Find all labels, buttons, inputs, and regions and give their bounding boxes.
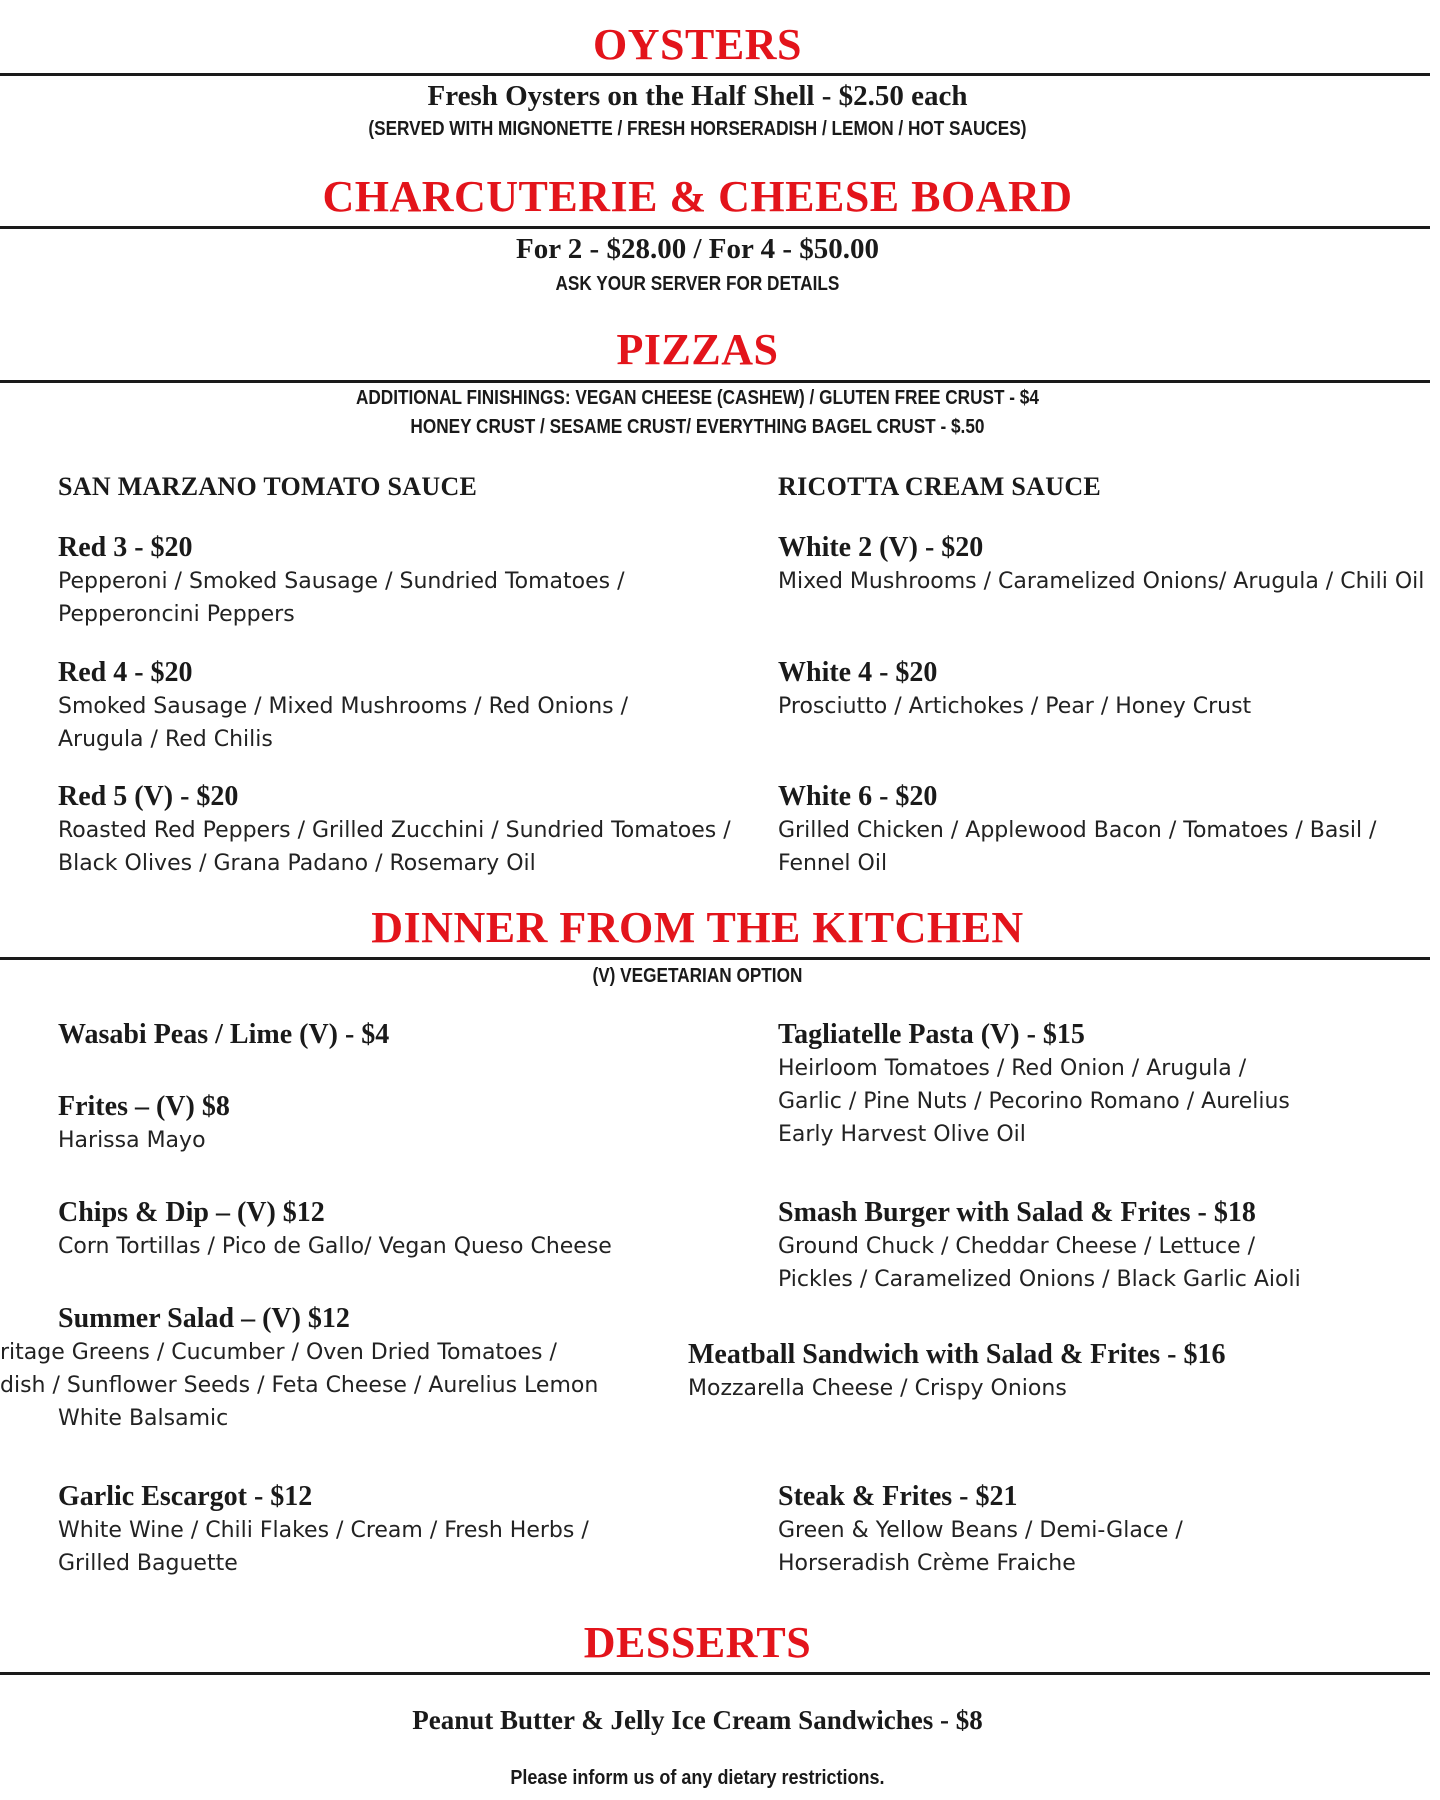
dinner-item bbox=[778, 1196, 1440, 1296]
desc-line: Pepperoni / Smoked Sausage / Sundried Tomatoes / bbox=[58, 569, 625, 594]
desc-line: Grilled Chicken / Applewood Bacon / Tomatoes / Basil / bbox=[778, 818, 1377, 843]
desc-line: Early Harvest Olive Oil bbox=[778, 1122, 1026, 1147]
pizza-name: Red 4 - $20 bbox=[58, 657, 193, 688]
dish-name: Tagliatelle Pasta (V) - $15 bbox=[778, 1019, 1085, 1050]
pizza-name: Red 3 - $20 bbox=[58, 532, 193, 563]
dish-name: Chips & Dip – (V) $12 bbox=[58, 1197, 325, 1228]
desc-line: Pickles / Caramelized Onions / Black Garlic Aioli bbox=[778, 1267, 1301, 1292]
dessert-item: Peanut Butter & Jelly Ice Cream Sandwiches - $8 bbox=[412, 1705, 983, 1735]
dish-description bbox=[778, 1052, 1440, 1151]
pizzas-finishings: ADDITIONAL FINISHINGS: VEGAN CHEESE (CASHEW) / GLUTEN FREE CRUST - $4 bbox=[355, 387, 1039, 409]
pizza-item bbox=[778, 780, 1440, 880]
pizza-description bbox=[778, 565, 1440, 598]
desc-line: Black Olives / Grana Padano / Rosemary Oil bbox=[58, 851, 536, 876]
vegetarian-note: (V) VEGETARIAN OPTION bbox=[592, 965, 803, 987]
oysters-title: OYSTERS bbox=[593, 20, 802, 69]
dish-name: Meatball Sandwich with Salad & Frites - $16 bbox=[688, 1339, 1226, 1370]
ricotta-sauce-header: RICOTTA CREAM SAUCE bbox=[778, 472, 1102, 501]
pizza-item bbox=[58, 780, 758, 880]
desc-line: White Wine / Chili Flakes / Cream / Fresh Herbs / bbox=[58, 1518, 589, 1543]
desc-line: Grilled Baguette bbox=[58, 1551, 238, 1576]
charcuterie-title: CHARCUTERIE & CHEESE BOARD bbox=[322, 172, 1073, 221]
pizza-description bbox=[778, 814, 1440, 880]
dish-description bbox=[688, 1372, 1388, 1405]
dish-name: Smash Burger with Salad & Frites - $18 bbox=[778, 1197, 1256, 1228]
section-divider bbox=[0, 226, 1430, 229]
desc-line: Harissa Mayo bbox=[58, 1128, 206, 1153]
desc-line: Arugula / Red Chilis bbox=[58, 727, 273, 752]
desc-line: Mozzarella Cheese / Crispy Onions bbox=[688, 1376, 1067, 1401]
dish-name: Steak & Frites - $21 bbox=[778, 1481, 1018, 1512]
desc-line: Roasted Red Peppers / Grilled Zucchini / Sundried Tomatoes / bbox=[58, 818, 731, 843]
dish-name: Summer Salad – (V) $12 bbox=[58, 1303, 350, 1334]
dish-description bbox=[58, 1230, 758, 1263]
dish-description bbox=[778, 1230, 1440, 1296]
desc-line: Corn Tortillas / Pico de Gallo/ Vegan Queso Cheese bbox=[58, 1234, 612, 1259]
pizza-description bbox=[58, 690, 758, 756]
section-divider bbox=[0, 957, 1430, 960]
dish-name: Frites – (V) $8 bbox=[58, 1091, 230, 1122]
desserts-title: DESSERTS bbox=[583, 1618, 812, 1667]
tomato-sauce-header: SAN MARZANO TOMATO SAUCE bbox=[58, 472, 478, 501]
pizza-name: White 4 - $20 bbox=[778, 657, 938, 688]
dinner-item bbox=[778, 1480, 1440, 1580]
dish-description bbox=[58, 1124, 758, 1157]
dish-description bbox=[778, 1514, 1440, 1580]
desc-line: Smoked Sausage / Mixed Mushrooms / Red Onions / bbox=[58, 694, 629, 719]
dish-name: Garlic Escargot - $12 bbox=[58, 1481, 313, 1512]
desc-line: White Balsamic bbox=[58, 1406, 229, 1431]
desc-line: Pepperoncini Peppers bbox=[58, 602, 295, 627]
dinner-item bbox=[58, 1090, 758, 1157]
dinner-item bbox=[58, 1480, 758, 1580]
pizza-name: White 6 - $20 bbox=[778, 781, 938, 812]
dietary-note: Please inform us of any dietary restrictions. bbox=[510, 1767, 885, 1789]
section-divider bbox=[0, 380, 1430, 383]
dinner-title: DINNER FROM THE KITCHEN bbox=[371, 903, 1024, 952]
pizza-description bbox=[58, 565, 758, 631]
pizza-item bbox=[778, 531, 1440, 598]
pizza-item bbox=[58, 656, 758, 756]
charcuterie-note: ASK YOUR SERVER FOR DETAILS bbox=[555, 273, 840, 295]
dish-description bbox=[58, 1514, 758, 1580]
desc-line: Horseradish Crème Fraiche bbox=[778, 1551, 1076, 1576]
desc-line: Prosciutto / Artichokes / Pear / Honey Crust bbox=[778, 694, 1252, 719]
pizzas-crusts: HONEY CRUST / SESAME CRUST/ EVERYTHING BAGEL CRUST - $.50 bbox=[410, 416, 985, 438]
desc-line: Heirloom Tomatoes / Red Onion / Arugula / bbox=[778, 1056, 1247, 1081]
desc-line: ritage Greens / Cucumber / Oven Dried Tomatoes / bbox=[0, 1340, 557, 1365]
pizza-item bbox=[778, 656, 1440, 723]
dinner-item bbox=[778, 1018, 1440, 1151]
desc-line: Ground Chuck / Cheddar Cheese / Lettuce / bbox=[778, 1234, 1256, 1259]
pizzas-title: PIZZAS bbox=[616, 325, 779, 374]
dinner-item bbox=[0, 1302, 758, 1435]
pizza-name: White 2 (V) - $20 bbox=[778, 532, 984, 563]
oysters-sides: (SERVED WITH MIGNONETTE / FRESH HORSERADISH / LEMON / HOT SAUCES) bbox=[368, 118, 1027, 140]
oysters-price: Fresh Oysters on the Half Shell - $2.50 each bbox=[427, 80, 968, 112]
pizza-item bbox=[58, 531, 758, 631]
charcuterie-price: For 2 - $28.00 / For 4 - $50.00 bbox=[516, 233, 879, 265]
dinner-item bbox=[688, 1338, 1388, 1405]
dish-name: Wasabi Peas / Lime (V) - $4 bbox=[58, 1019, 390, 1050]
dish-description bbox=[0, 1336, 758, 1435]
desc-line: Garlic / Pine Nuts / Pecorino Romano / Aurelius bbox=[778, 1089, 1290, 1114]
dinner-item bbox=[58, 1196, 758, 1263]
dinner-item bbox=[58, 1018, 758, 1052]
pizza-description bbox=[58, 814, 758, 880]
desc-line: Fennel Oil bbox=[778, 851, 888, 876]
section-divider bbox=[0, 73, 1430, 76]
pizza-name: Red 5 (V) - $20 bbox=[58, 781, 239, 812]
desc-line: Mixed Mushrooms / Caramelized Onions/ Arugula / Chili Oil bbox=[778, 569, 1425, 594]
pizza-description bbox=[778, 690, 1440, 723]
desc-line: Green & Yellow Beans / Demi-Glace / bbox=[778, 1518, 1183, 1543]
desc-line: dish / Sunflower Seeds / Feta Cheese / Aurelius Lemon bbox=[0, 1373, 599, 1398]
section-divider bbox=[0, 1672, 1430, 1675]
